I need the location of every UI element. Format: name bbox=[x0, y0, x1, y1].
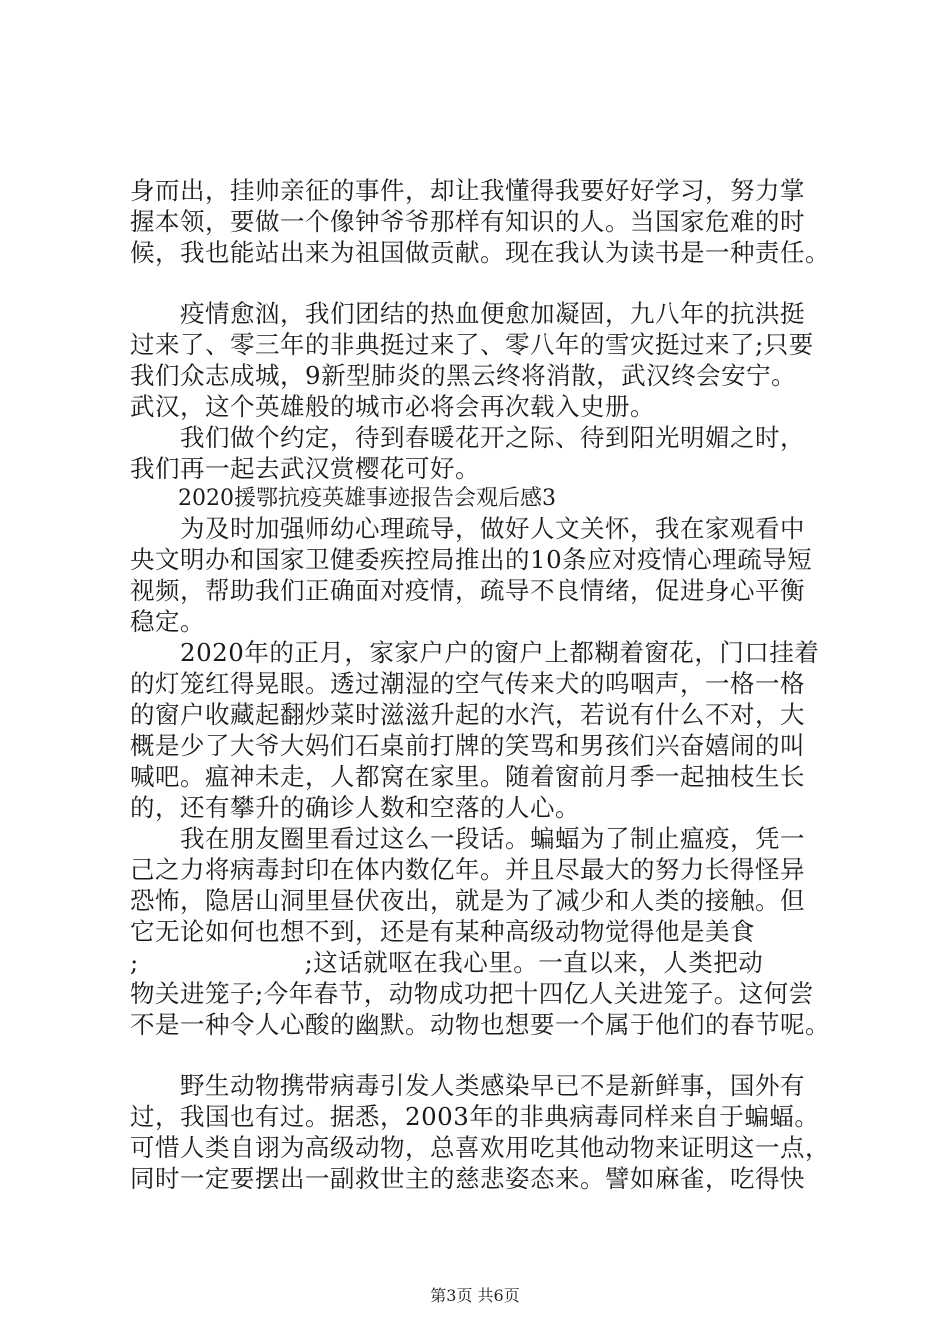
text-line: 可惜人类自诩为高级动物，总喜欢用吃其他动物来证明这一点， bbox=[130, 1133, 830, 1162]
text-line: 疫情愈汹，我们团结的热血便愈加凝固，九八年的抗洪挺 bbox=[180, 299, 805, 328]
text-line: 握本领，要做一个像钟爷爷那样有知识的人。当国家危难的时 bbox=[130, 207, 805, 236]
text-line: 物关进笼子;今年春节，动物成功把十四亿人关进笼子。这何尝 bbox=[130, 979, 814, 1008]
text-line: 概是少了大爷大妈们石桌前打牌的笑骂和男孩们兴奋嬉闹的叫 bbox=[130, 731, 805, 760]
text-line: 的，还有攀升的确诊人数和空落的人心。 bbox=[130, 793, 580, 822]
text-line: 野生动物携带病毒引发人类感染早已不是新鲜事，国外有 bbox=[180, 1071, 805, 1100]
text-line: 武汉，这个英雄般的城市必将会再次载入史册。 bbox=[130, 392, 655, 421]
text-line: 央文明办和国家卫健委疾控局推出的10条应对疫情心理疏导短 bbox=[130, 545, 813, 574]
text-line: 不是一种令人心酸的幽默。动物也想要一个属于他们的春节呢。 bbox=[130, 1010, 830, 1039]
text-line: 视频，帮助我们正确面对疫情，疏导不良情绪，促进身心平衡 bbox=[130, 576, 805, 605]
page-number: 第3页 共6页 bbox=[430, 1286, 520, 1305]
text-line: 的窗户收藏起翻炒菜时滋滋升起的水汽，若说有什么不对，大 bbox=[130, 700, 805, 729]
text-line: 恐怖，隐居山洞里昼伏夜出，就是为了减少和人类的接触。但 bbox=[130, 886, 805, 915]
text-line: 我们做个约定，待到春暖花开之际、待到阳光明媚之时， bbox=[180, 423, 805, 452]
text-line: 过来了、零三年的非典挺过来了、零八年的雪灾挺过来了;只要 bbox=[130, 330, 814, 359]
text-line: ; ;这话就呕在我心里。一直以来，人类把动 bbox=[130, 948, 764, 977]
text-line: 同时一定要摆出一副救世主的慈悲姿态来。譬如麻雀，吃得快 bbox=[130, 1164, 805, 1193]
text-line: 我们再一起去武汉赏樱花可好。 bbox=[130, 454, 480, 483]
text-line: 稳定。 bbox=[130, 607, 205, 636]
text-line: 候，我也能站出来为祖国做贡献。现在我认为读书是一种责任。 bbox=[130, 238, 830, 267]
text-line: 我们众志成城，9新型肺炎的黑云终将消散，武汉终会安宁。 bbox=[130, 361, 797, 390]
text-line: 己之力将病毒封印在体内数亿年。并且尽最大的努力长得怪异 bbox=[130, 855, 805, 884]
section-title: 2020援鄂抗疫英雄事迹报告会观后感3 bbox=[178, 486, 556, 511]
text-line: 2020年的正月，家家户户的窗户上都糊着窗花，门口挂着 bbox=[180, 638, 820, 667]
text-line: 它无论如何也想不到，还是有某种高级动物觉得他是美食 bbox=[130, 917, 755, 946]
text-line: 过，我国也有过。据悉，2003年的非典病毒同样来自于蝙蝠。 bbox=[130, 1102, 820, 1131]
text-line: 为及时加强师幼心理疏导，做好人文关怀，我在家观看中 bbox=[180, 514, 805, 543]
text-line: 身而出，挂帅亲征的事件，却让我懂得我要好好学习，努力掌 bbox=[130, 176, 805, 205]
text-line: 的灯笼红得晃眼。透过潮湿的空气传来犬的呜咽声，一格一格 bbox=[130, 669, 805, 698]
text-line: 我在朋友圈里看过这么一段话。蝙蝠为了制止瘟疫，凭一 bbox=[180, 824, 805, 853]
text-line: 喊吧。瘟神未走，人都窝在家里。随着窗前月季一起抽枝生长 bbox=[130, 762, 805, 791]
